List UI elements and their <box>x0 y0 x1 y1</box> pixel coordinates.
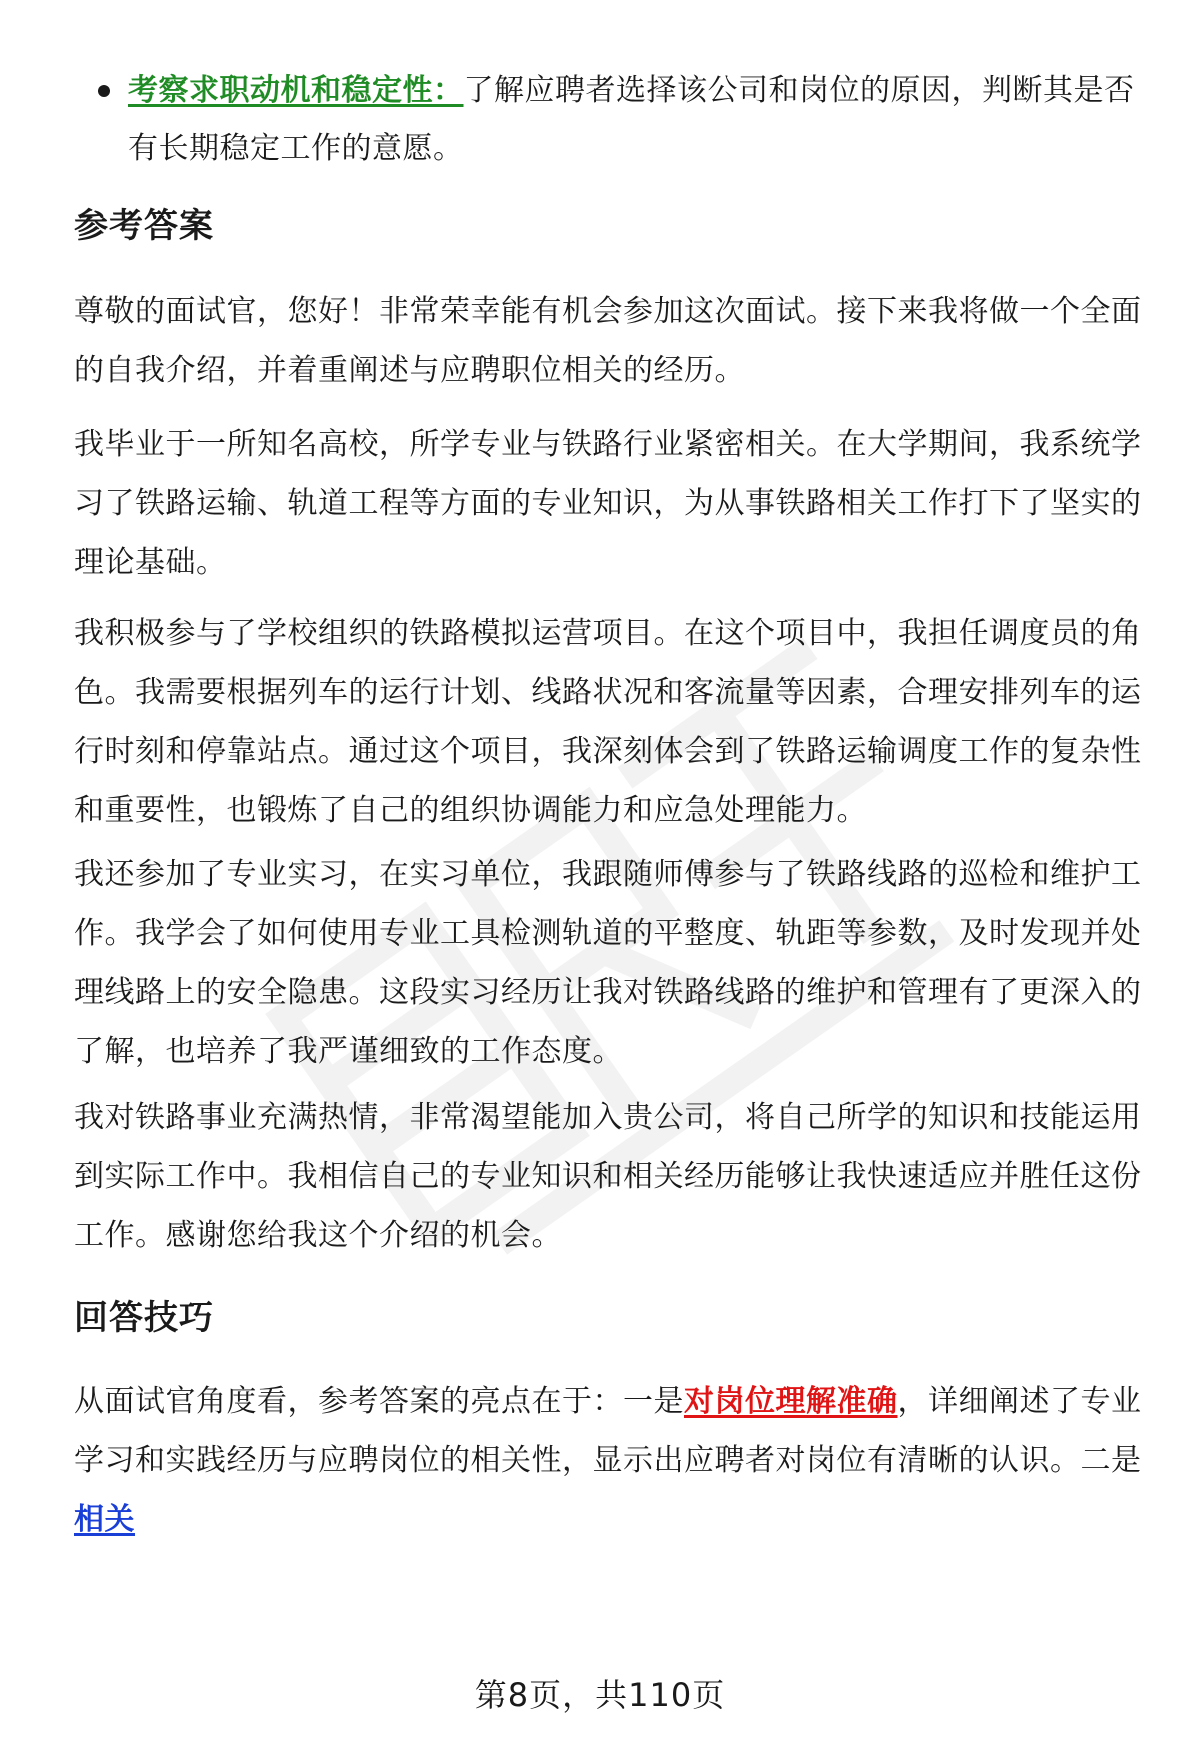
answer-paragraph-3: 我积极参与了学校组织的铁路模拟运营项目。在这个项目中，我担任调度员的角色。我需要根据列车的运行计划、线路状况和客流量等因素，合理安排列车的运行时刻和停靠站点。通过这个项目，我深刻体会到了铁路运输调度工作的复杂性和重要性，也锻炼了自己的组织协调能力和应急处理能力。 <box>74 616 1142 828</box>
answer-paragraph-1: 尊敬的面试官，您好！非常荣幸能有机会参加这次面试。接下来我将做一个全面的自我介绍，并着重阐述与应聘职位相关的经历。 <box>74 294 1142 388</box>
highlight-job-understanding: 对岗位理解准确 <box>684 1384 898 1419</box>
criteria-bullet <box>74 62 1144 178</box>
reference-answer-heading: 参考答案 <box>74 206 214 246</box>
answer-paragraph-5: 我对铁路事业充满热情，非常渴望能加入贵公司，将自己所学的知识和技能运用到实际工作中。我相信自己的专业知识和相关经历能够让我快速适应并胜任这份工作。感谢您给我这个介绍的机会。 <box>74 1100 1142 1253</box>
bullet-text-block <box>128 62 1144 178</box>
answer-paragraph-2: 我毕业于一所知名高校，所学专业与铁路行业紧密相关。在大学期间，我系统学习了铁路运输、轨道工程等方面的专业知识，为从事铁路相关工作打下了坚实的理论基础。 <box>74 427 1142 580</box>
tips-text-middle: ，详细阐述了专业学习和实践经历与应聘岗位的相关性，显示出应聘者对岗位有清晰的认识。二是 <box>74 1384 1142 1478</box>
tips-paragraph <box>74 1372 1144 1549</box>
motivation-link[interactable]: 考察求职动机和稳定性： <box>128 73 464 108</box>
bullet-dot <box>98 85 110 97</box>
highlight-related[interactable]: 相关 <box>74 1502 135 1537</box>
tips-text-prefix: 从面试官角度看，参考答案的亮点在于：一是 <box>74 1384 684 1419</box>
answer-tips-heading: 回答技巧 <box>74 1298 214 1338</box>
bullet-description: 了解应聘者选择该公司和岗位的原因，判断其是否有长期稳定工作的意愿。 <box>128 73 1135 166</box>
page-number: 第8页，共110页 <box>474 1676 726 1714</box>
answer-paragraph-4: 我还参加了专业实习，在实习单位，我跟随师傅参与了铁路线路的巡检和维护工作。我学会了如何使用专业工具检测轨道的平整度、轨距等参数，及时发现并处理线路上的安全隐患。这段实习经历让我对铁路线路的维护和管理有了更深入的了解，也培养了我严谨细致的工作态度。 <box>74 857 1142 1069</box>
